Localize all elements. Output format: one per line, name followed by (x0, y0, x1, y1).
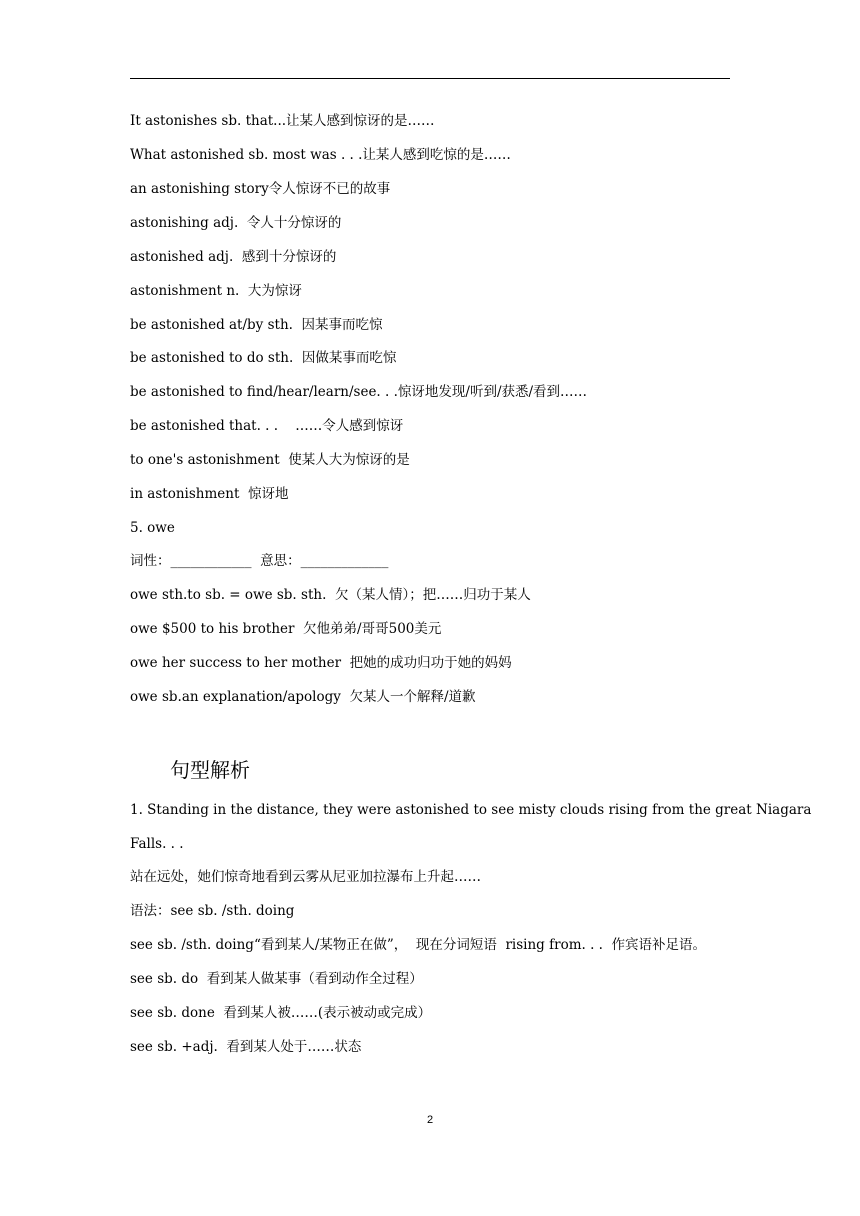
text-line: an astonishing story令人惊讶不已的故事 (130, 181, 391, 197)
page-number: 2 (426, 1114, 434, 1126)
text-line: be astonished that. . . ……令人感到惊讶 (130, 418, 404, 434)
text-line: see sb. do 看到某人做某事（看到动作全过程） (130, 971, 423, 987)
text-line: Falls. . . (130, 836, 184, 852)
text-line: owe sth.to sb. = owe sb. sth. 欠（某人情）；把……归功于某人 (130, 587, 531, 603)
text-line: see sb. /sth. doing“看到某人/某物正在做”， 现在分词短语 rising from. . . 作宾语补足语。 (130, 937, 707, 953)
text-line: astonishing adj. 令人十分惊讶的 (130, 215, 342, 231)
text-line: see sb. done 看到某人被……(表示被动或完成） (130, 1005, 432, 1021)
text-line: astonished adj. 感到十分惊讶的 (130, 249, 337, 265)
text-line: to one's astonishment 使某人大为惊讶的是 (130, 452, 410, 468)
text-line: 站在远处，她们惊奇地看到云雾从尼亚加拉瀑布上升起…… (130, 869, 481, 885)
text-line: It astonishes sb. that...让某人感到惊讶的是…… (130, 113, 435, 129)
text-line: 1. Standing in the distance, they were astonished to see misty clouds rising from the great Niagara (130, 802, 812, 818)
section-heading: 句型解析 (170, 758, 250, 782)
text-line: in astonishment 惊讶地 (130, 486, 289, 502)
fill-in-blank-line: 词性：____________ 意思：_____________ (130, 553, 389, 569)
text-line: be astonished to do sth. 因做某事而吃惊 (130, 350, 397, 366)
text-line: 5. owe (130, 520, 175, 536)
text-line: owe sb.an explanation/apology 欠某人一个解释/道歉 (130, 689, 476, 705)
text-line: astonishment n. 大为惊讶 (130, 283, 302, 299)
text-line: be astonished to find/hear/learn/see. . .惊讶地发现/听到/获悉/看到…… (130, 384, 588, 400)
text-line: 语法：see sb. /sth. doing (130, 903, 295, 919)
text-line: owe her success to her mother 把她的成功归功于她的妈妈 (130, 655, 512, 671)
text-line: be astonished at/by sth. 因某事而吃惊 (130, 317, 383, 333)
text-line: What astonished sb. most was . . .让某人感到吃惊的是…… (130, 147, 511, 163)
text-line: see sb. +adj. 看到某人处于……状态 (130, 1039, 362, 1055)
header-rule (130, 78, 730, 79)
text-line: owe $500 to his brother 欠他弟弟/哥哥500美元 (130, 621, 442, 637)
